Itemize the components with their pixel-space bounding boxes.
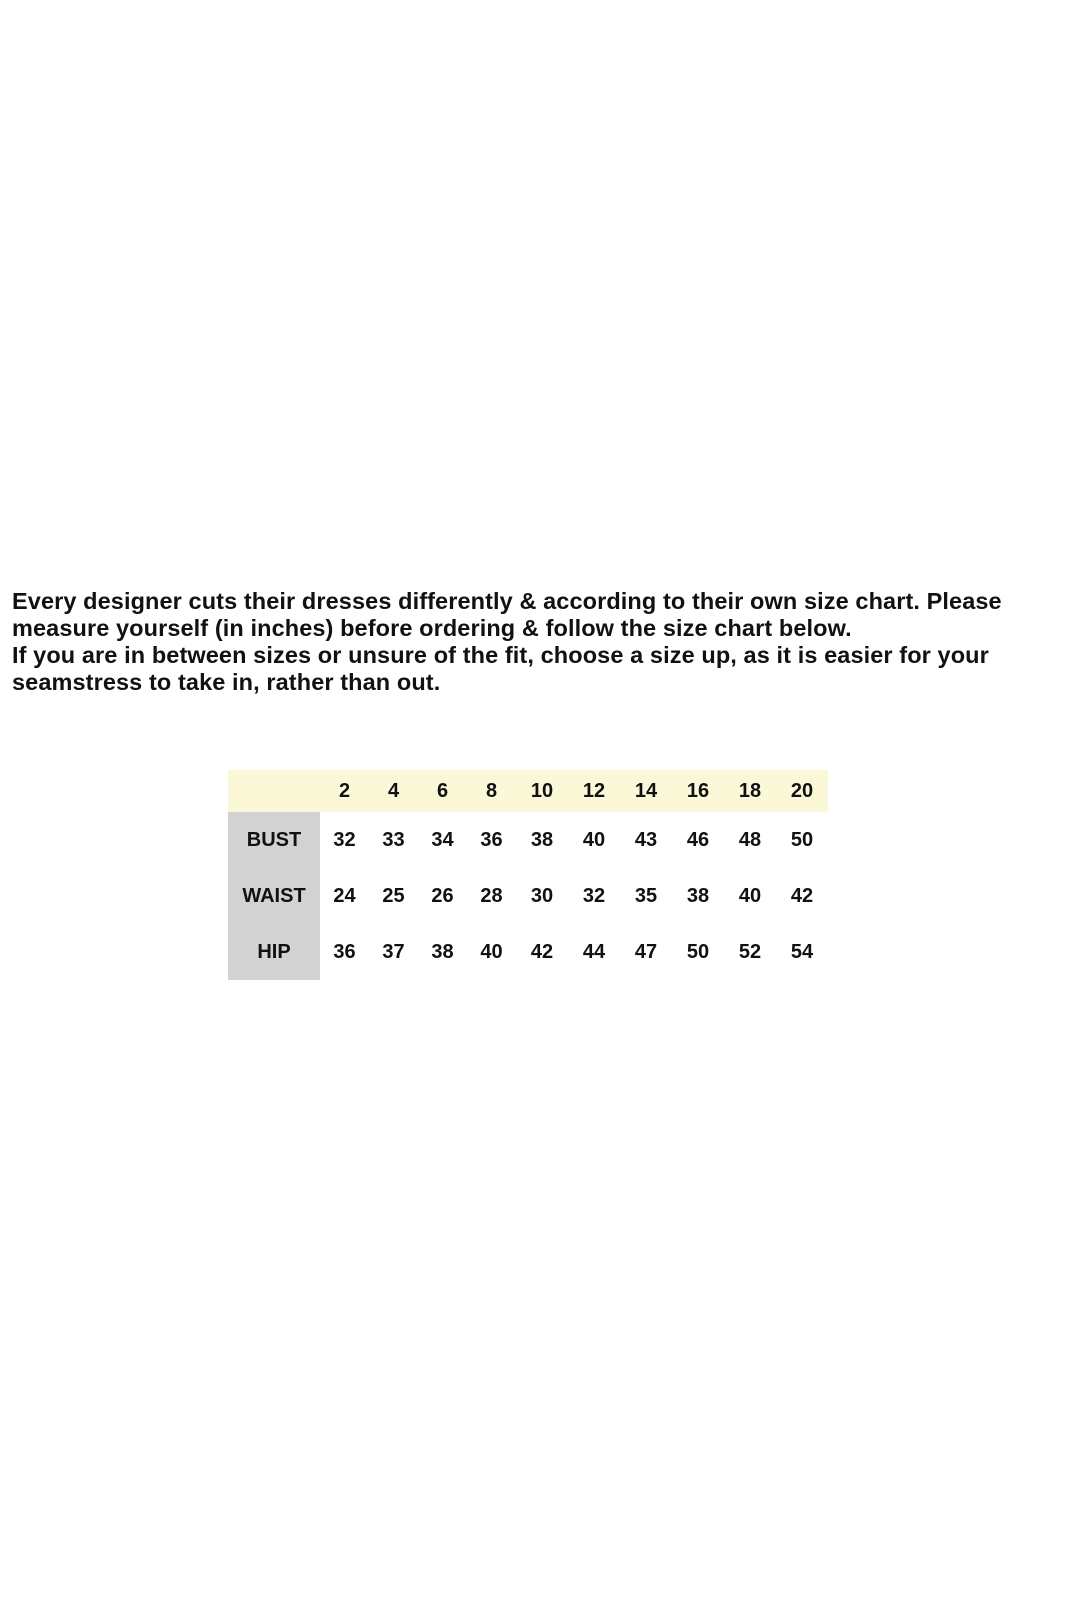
- table-cell: 24: [320, 868, 369, 924]
- intro-paragraph-2: If you are in between sizes or unsure of the fit, choose a size up, as it is easier for your seamstress to take in, rather than out.: [12, 642, 989, 695]
- table-cell: 26: [418, 868, 467, 924]
- table-cell: 34: [418, 812, 467, 868]
- table-cell: 43: [620, 812, 672, 868]
- table-cell: 40: [724, 868, 776, 924]
- table-row: [228, 812, 828, 868]
- table-cell: 36: [467, 812, 516, 868]
- table-cell: 38: [516, 812, 568, 868]
- table-cell: 32: [568, 868, 620, 924]
- table-cell: 44: [568, 924, 620, 980]
- table-cell: 37: [369, 924, 418, 980]
- size-header-cell: 14: [620, 770, 672, 812]
- table-cell: 52: [724, 924, 776, 980]
- size-header-cell: 16: [672, 770, 724, 812]
- table-cell: 32: [320, 812, 369, 868]
- table-cell: 40: [467, 924, 516, 980]
- table-cell: 38: [418, 924, 467, 980]
- intro-paragraph-1: Every designer cuts their dresses differently & according to their own size chart. Please measure yourself (in inches) before ordering & follow the size chart below.: [12, 588, 1002, 641]
- table-cell: 28: [467, 868, 516, 924]
- table-cell: 40: [568, 812, 620, 868]
- table-row: [228, 924, 828, 980]
- row-label-hip: HIP: [228, 924, 320, 980]
- table-cell: 38: [672, 868, 724, 924]
- table-cell: 50: [672, 924, 724, 980]
- table-cell: 54: [776, 924, 828, 980]
- table-cell: 35: [620, 868, 672, 924]
- table-cell: 36: [320, 924, 369, 980]
- table-cell: 33: [369, 812, 418, 868]
- size-header-cell: 8: [467, 770, 516, 812]
- size-chart-table: [228, 770, 828, 980]
- table-cell: 42: [516, 924, 568, 980]
- size-chart: [228, 770, 828, 980]
- table-cell: 46: [672, 812, 724, 868]
- row-label-waist: WAIST: [228, 868, 320, 924]
- size-header-cell: 20: [776, 770, 828, 812]
- table-cell: 30: [516, 868, 568, 924]
- table-header-row: [228, 770, 828, 812]
- size-header-cell: 4: [369, 770, 418, 812]
- table-row: [228, 868, 828, 924]
- size-header-cell: 10: [516, 770, 568, 812]
- row-label-bust: BUST: [228, 812, 320, 868]
- table-corner-cell: [228, 770, 320, 812]
- table-cell: 47: [620, 924, 672, 980]
- table-cell: 25: [369, 868, 418, 924]
- size-header-cell: 18: [724, 770, 776, 812]
- size-header-cell: 6: [418, 770, 467, 812]
- size-header-cell: 12: [568, 770, 620, 812]
- table-cell: 48: [724, 812, 776, 868]
- size-header-cell: 2: [320, 770, 369, 812]
- intro-text: [12, 588, 1052, 696]
- table-cell: 50: [776, 812, 828, 868]
- table-cell: 42: [776, 868, 828, 924]
